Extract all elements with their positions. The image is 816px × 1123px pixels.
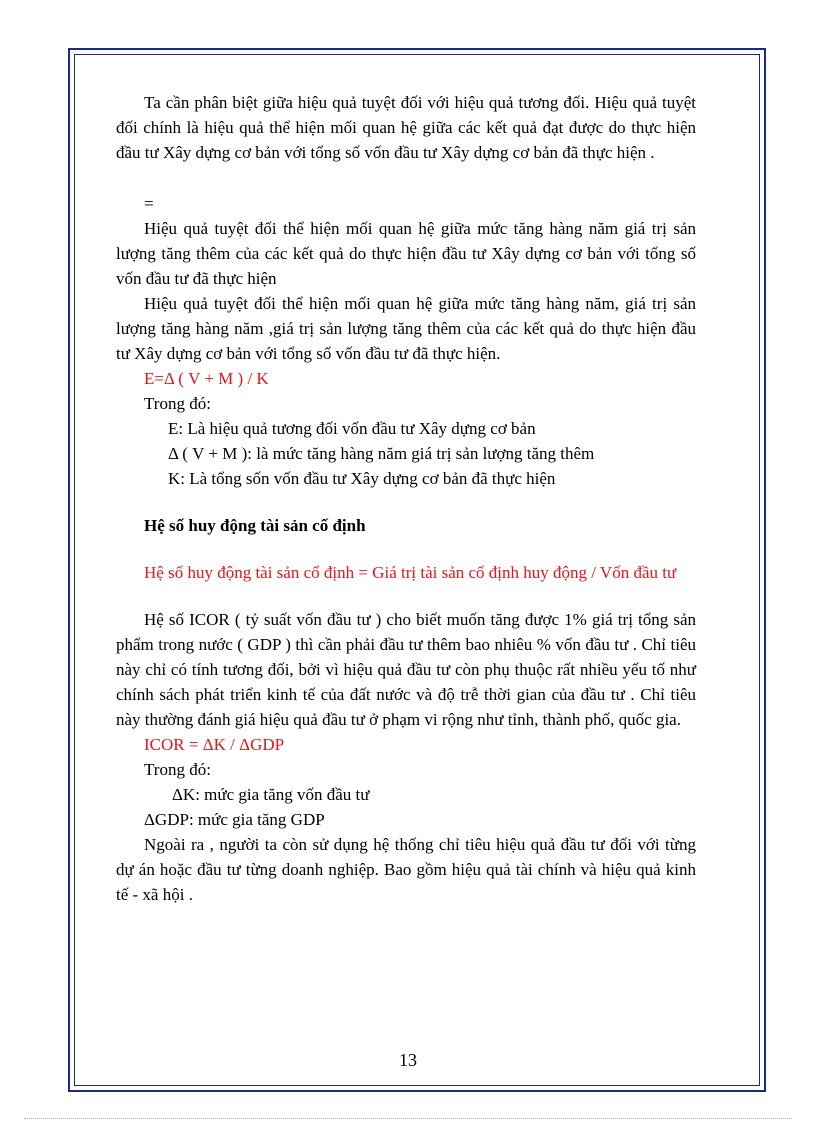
where-label-2: Trong đó: [144, 760, 211, 779]
heading-asset-coefficient: Hệ số huy động tài sản cố định [144, 516, 366, 535]
formula-e: E=Δ ( V + M ) / K [144, 369, 269, 388]
bottom-dotted-rule [24, 1118, 792, 1119]
formula-asset-coefficient: Hệ số huy động tài sản cổ định = Giá trị tài sản cố định huy động / Vốn đầu tư [144, 563, 677, 582]
definition-delta-gdp: ΔGDP: mức gia tăng GDP [144, 810, 325, 829]
definition-delta-k: ΔK: mức gia tăng vốn đầu tư [172, 785, 370, 804]
page-number: 13 [399, 1050, 417, 1070]
formula-icor: ICOR = ΔK / ΔGDP [144, 735, 285, 754]
paragraph-icor: Hệ số ICOR ( tỷ suất vốn đầu tư ) cho biết muốn tăng được 1% giá trị tổng sản phẩm trong nước ( GDP ) thì cần phải đầu tư thêm bao nhiêu % vốn đầu tư . Chỉ tiêu này chỉ có tính tương đối, bởi vì hiệu quả đầu tư còn phụ thuộc rất nhiều yếu tố như chính sách phát triển kinh tế của đất nước và độ trễ thời gian của đầu tư . Chỉ tiêu này thường đánh giá hiệu quả đầu tư ở phạm vi rộng như tỉnh, thành phố, quốc gia. [116, 610, 696, 729]
paragraph-absolute-detailed: Hiệu quả tuyệt đối thể hiện mối quan hệ giữa mức tăng hàng năm, giá trị sản lượng tăng hàng năm ,giá trị sản lượng tăng thêm của các kết quả do thực hiện đầu tư Xây dựng cơ bản với tổng số vốn đầu tư đã thực hiện. [116, 294, 696, 363]
where-label-1: Trong đó: [144, 394, 211, 413]
definition-e: E: Là hiệu quả tương đối vốn đầu tư Xây dựng cơ bản [168, 419, 536, 438]
definition-k: K: Là tổng sốn vốn đầu tư Xây dựng cơ bản đã thực hiện [168, 469, 556, 488]
definition-vm: Δ ( V + M ): là mức tăng hàng năm giá trị sản lượng tăng thêm [168, 444, 595, 463]
paragraph-other-indicators: Ngoài ra , người ta còn sử dụng hệ thống chỉ tiêu hiệu quả đầu tư đối với từng dự án hoặc đầu tư từng doanh nghiệp. Bao gồm hiệu quả tài chính và hiệu quả kinh tế - xã hội . [116, 835, 696, 904]
paragraph-absolute-annual: Hiệu quả tuyệt đối thể hiện mối quan hệ giữa mức tăng hàng năm giá trị sản lượng tăng thêm của các kết quả do thực hiện đầu tư Xây dựng cơ bản với tổng số vốn đầu tư đã thực hiện [116, 219, 696, 288]
document-body [116, 90, 696, 907]
equals-sign: = [144, 194, 154, 213]
paragraph-absolute-vs-relative: Ta cần phân biệt giữa hiệu quả tuyệt đối với hiệu quả tương đối. Hiệu quả tuyệt đối chính là hiệu quả thể hiện mối quan hệ giữa các kết quả đạt được do thực hiện đầu tư Xây dựng cơ bản với tổng số vốn đầu tư Xây dựng cơ bản đã thực hiện . [116, 93, 696, 162]
